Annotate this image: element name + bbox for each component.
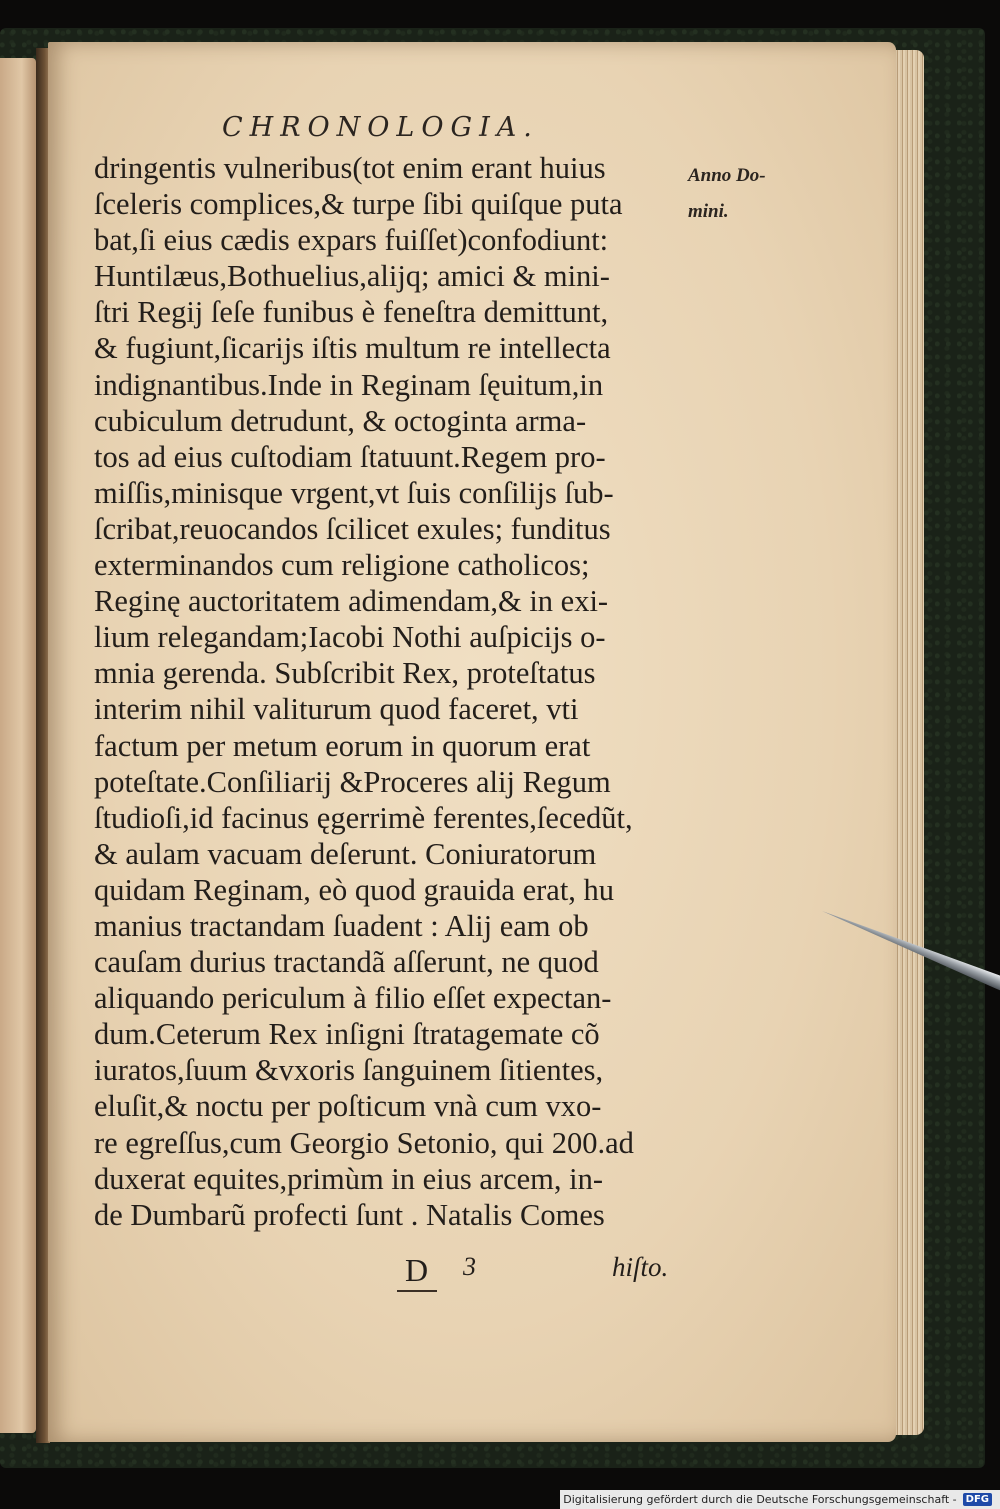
signature-underline [397, 1290, 437, 1292]
text-line: lium relegandam;Iacobi Nothi auſpicijs o- [94, 620, 606, 655]
dfg-logo: DFG [963, 1493, 992, 1506]
signature-letter: D [405, 1252, 429, 1288]
text-line: factum per metum eorum in quorum erat [94, 728, 591, 763]
text-line: aliquando periculum à filio eſſet expectan- [94, 981, 612, 1016]
text-line: ſtudioſi,id facinus ęgerrimè ferentes,ſecedũt, [94, 800, 633, 835]
text-line: re egreſſus,cum Georgio Setonio, qui 200.ad [94, 1125, 634, 1160]
text-line: duxerat equites,primùm in eius arcem, in- [94, 1161, 604, 1196]
signature-number: 3 [463, 1252, 476, 1281]
text-line: exterminandos cum religione catholicos; [94, 548, 590, 583]
text-line: quidam Reginam, eò quod grauida erat, hu [94, 872, 615, 907]
text-line: dum.Ceterum Rex inſigni ſtratagemate cõ [94, 1017, 600, 1052]
text-line: mnia gerenda. Subſcribit Rex, proteſtatus [94, 656, 596, 691]
text-line: Reginę auctoritatem adimendam,& in exi- [94, 584, 609, 619]
text-line: bat,ſi eius cædis expars fuiſſet)confodiunt: [94, 223, 609, 258]
footer-credit [560, 1490, 1000, 1509]
margin-note-line: mini. [688, 201, 729, 222]
text-line: cubiculum detrudunt, & octoginta arma- [94, 403, 587, 438]
text-line: cauſam durius tractandã aſſerunt, ne quod [94, 945, 599, 980]
body-text [94, 150, 684, 1233]
text-line: indignantibus.Inde in Reginam ſęuitum,in [94, 367, 604, 402]
text-line: eluſit,& noctu per poſticum vnà cum vxo- [94, 1089, 602, 1124]
running-head: CHRONOLOGIA. [222, 112, 539, 143]
text-line: miſſis,minisque vrgent,vt ſuis conſilijs ſub- [94, 475, 614, 510]
catchword: hiſto. [612, 1252, 669, 1282]
text-line: ſtri Regij ſeſe funibus è feneſtra demittunt, [94, 295, 609, 330]
margin-note [688, 158, 766, 230]
text-line: manius tractandam ſuadent : Alij eam ob [94, 908, 589, 943]
margin-note-line: Anno Do- [688, 165, 766, 186]
text-line: iuratos,ſuum &vxoris ſanguinem ſitientes, [94, 1053, 604, 1088]
facing-page-edge [0, 58, 36, 1433]
text-line: de Dumbarũ profecti ſunt . Natalis Comes [94, 1197, 605, 1232]
text-line: ſcribat,reuocandos ſcilicet exules; funditus [94, 511, 611, 546]
text-line: interim nihil valiturum quod faceret, vti [94, 692, 579, 727]
text-line: & aulam vacuam deſerunt. Coniuratorum [94, 836, 597, 871]
text-line: & fugiunt,ſicarijs iſtis multum re intellecta [94, 331, 611, 366]
text-line: poteſtate.Conſiliarij &Proceres alij Regum [94, 764, 611, 799]
text-line: Huntilæus,Bothuelius,alijq; amici & mini- [94, 259, 610, 294]
text-line: ſceleris complices,& turpe ſibi quiſque puta [94, 187, 623, 222]
text-line: tos ad eius cuſtodiam ſtatuunt.Regem pro- [94, 439, 606, 474]
footer-text: Digitalisierung gefördert durch die Deutsche Forschungsgemeinschaft - [563, 1493, 957, 1506]
text-line: dringentis vulneribus(tot enim erant huius [94, 151, 606, 185]
